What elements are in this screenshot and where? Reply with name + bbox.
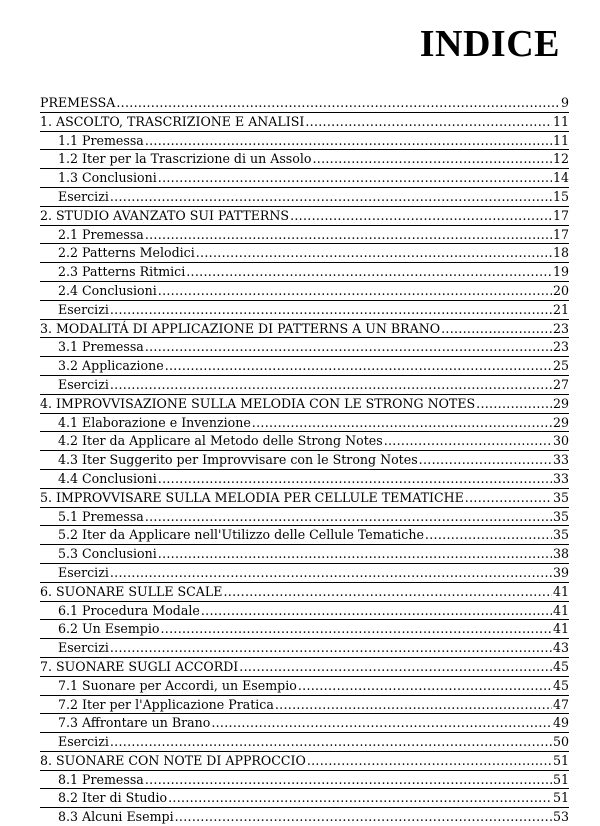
toc-page-number: 33: [552, 470, 569, 486]
toc-entry-label: 3.2 Applicazione: [58, 358, 164, 374]
toc-subsection-entry[interactable]: [40, 169, 569, 187]
toc-entry-label: 2.4 Conclusioni: [58, 282, 157, 298]
toc-dot-leader: [158, 282, 552, 300]
toc-subsection-entry[interactable]: [40, 808, 569, 826]
toc-dot-leader: [441, 320, 552, 338]
toc-dot-leader: [305, 113, 552, 131]
toc-page-number: 12: [552, 151, 569, 167]
toc-page-number: 17: [552, 207, 569, 223]
toc-entry-label: 7.3 Affrontare un Brano: [58, 715, 211, 731]
toc-page-number: 15: [552, 188, 569, 204]
toc-subsection-entry[interactable]: [40, 376, 569, 394]
toc-subsection-entry[interactable]: [40, 150, 569, 168]
toc-subsection-entry[interactable]: [40, 620, 569, 638]
toc-dot-leader: [145, 508, 552, 526]
toc-dot-leader: [158, 169, 552, 187]
toc-entry-label: PREMESSA: [40, 95, 116, 110]
toc-page-number: 11: [552, 113, 569, 129]
toc-subsection-entry[interactable]: [40, 282, 569, 300]
toc-dot-leader: [145, 132, 552, 150]
toc-dot-leader: [384, 432, 552, 450]
toc-dot-leader: [165, 357, 552, 375]
toc-page-number: 51: [552, 771, 569, 787]
toc-dot-leader: [465, 489, 552, 507]
toc-page-number: 51: [552, 790, 569, 806]
toc-subsection-entry[interactable]: [40, 677, 569, 695]
toc-dot-leader: [110, 376, 552, 394]
toc-entry-label: 1.3 Conclusioni: [58, 170, 157, 186]
toc-dot-leader: [158, 470, 552, 488]
toc-entry-label: 5.2 Iter da Applicare nell'Utilizzo delle Cellule Tematiche: [58, 527, 424, 543]
toc-dot-leader: [110, 639, 552, 657]
toc-dot-leader: [116, 94, 560, 112]
toc-dot-leader: [307, 752, 552, 770]
toc-subsection-entry[interactable]: [40, 639, 569, 657]
toc-page-number: 9: [560, 95, 569, 110]
toc-page-number: 41: [552, 621, 569, 637]
toc-dot-leader: [201, 602, 552, 620]
toc-chapter-entry[interactable]: [40, 113, 569, 131]
toc-page-number: 11: [552, 132, 569, 148]
toc-dot-leader: [110, 564, 552, 582]
toc-dot-leader: [312, 150, 552, 168]
toc-entry-label: 4.1 Elaborazione e Invenzione: [58, 414, 251, 430]
toc-entry-label: 7.2 Iter per l'Applicazione Pratica: [58, 696, 274, 712]
toc-subsection-entry[interactable]: [40, 470, 569, 488]
toc-dot-leader: [476, 395, 552, 413]
toc-entry-label: 1. ASCOLTO, TRASCRIZIONE E ANALISI: [40, 113, 305, 129]
toc-entry-label: 3. MODALITÁ DI APPLICAZIONE DI PATTERNS A UN BRANO: [40, 320, 441, 336]
toc-dot-leader: [252, 414, 552, 432]
toc-page-number: 33: [552, 452, 569, 468]
toc-entry-label: Esercizi: [58, 188, 109, 204]
toc-chapter-entry[interactable]: [40, 583, 569, 601]
toc-page-number: 29: [552, 395, 569, 411]
toc-page-number: 35: [552, 527, 569, 543]
toc-page-number: 20: [552, 282, 569, 298]
toc-subsection-entry[interactable]: [40, 132, 569, 150]
toc-entry-label: Esercizi: [58, 564, 109, 580]
toc-page-number: 49: [552, 715, 569, 731]
toc-subsection-entry[interactable]: [40, 244, 569, 262]
toc-entry-label: 8.1 Premessa: [58, 771, 144, 787]
toc-entry-label: 2. STUDIO AVANZATO SUI PATTERNS: [40, 207, 290, 223]
page-title: INDICE: [419, 23, 560, 65]
toc-entry-label: 2.2 Patterns Melodici: [58, 245, 195, 261]
toc-page-number: 19: [552, 264, 569, 280]
toc-entry-label: Esercizi: [58, 734, 109, 750]
toc-page-number: 50: [552, 734, 569, 750]
toc-entry-label: 8.3 Alcuni Esempi: [58, 809, 174, 825]
toc-dot-leader: [160, 620, 551, 638]
toc-page-number: 43: [552, 640, 569, 656]
toc-entry-label: 2.1 Premessa: [58, 226, 144, 242]
toc-dot-leader: [110, 188, 552, 206]
toc-entry-label: 4. IMPROVVISAZIONE SULLA MELODIA CON LE STRONG NOTES: [40, 395, 476, 411]
toc-page-number: 39: [552, 564, 569, 580]
toc-dot-leader: [175, 808, 552, 826]
toc-entry-label: 5. IMPROVVISARE SULLA MELODIA PER CELLULE TEMATICHE: [40, 489, 464, 505]
toc-entry-label: Esercizi: [58, 376, 109, 392]
toc-page-number: 47: [552, 696, 569, 712]
toc-page-number: 23: [552, 320, 569, 336]
toc-entry-label: 6.2 Un Esempio: [58, 621, 160, 637]
toc-subsection-entry[interactable]: [40, 338, 569, 356]
toc-chapter-entry[interactable]: [40, 658, 569, 676]
toc-entry-label: 6. SUONARE SULLE SCALE: [40, 583, 223, 599]
toc-entry-label: 5.1 Premessa: [58, 508, 144, 524]
toc-entry-label: Esercizi: [58, 301, 109, 317]
toc-page-number: 23: [552, 339, 569, 355]
toc-page-number: 35: [552, 489, 569, 505]
toc-subsection-entry[interactable]: [40, 301, 569, 319]
toc-subsection-entry[interactable]: [40, 357, 569, 375]
toc-subsection-entry[interactable]: [40, 771, 569, 789]
toc-entry-label: 7. SUONARE SUGLI ACCORDI: [40, 658, 239, 674]
toc-dot-leader: [290, 207, 552, 225]
toc-entry-label: Esercizi: [58, 640, 109, 656]
toc-page-number: 25: [552, 358, 569, 374]
toc-dot-leader: [110, 733, 552, 751]
toc-entry-label: 4.3 Iter Suggerito per Improvvisare con le Strong Notes: [58, 452, 418, 468]
toc-subsection-entry[interactable]: [40, 733, 569, 751]
toc-page-number: 29: [552, 414, 569, 430]
toc-dot-leader: [211, 714, 552, 732]
toc-chapter-entry[interactable]: [40, 94, 569, 112]
toc-page-number: 14: [552, 170, 569, 186]
toc-subsection-entry[interactable]: [40, 526, 569, 544]
toc-dot-leader: [186, 263, 552, 281]
toc-page-number: 30: [552, 433, 569, 449]
toc-dot-leader: [110, 301, 552, 319]
toc-subsection-entry[interactable]: [40, 714, 569, 732]
toc-dot-leader: [168, 789, 552, 807]
toc-entry-label: 6.1 Procedura Modale: [58, 602, 200, 618]
toc-page-number: 53: [552, 809, 569, 825]
toc-entry-label: 1.1 Premessa: [58, 132, 144, 148]
toc-dot-leader: [145, 771, 552, 789]
toc-subsection-entry[interactable]: [40, 451, 569, 469]
toc-chapter-entry[interactable]: [40, 489, 569, 507]
toc-dot-leader: [158, 545, 552, 563]
toc-dot-leader: [425, 526, 552, 544]
toc-chapter-entry[interactable]: [40, 320, 569, 338]
toc-subsection-entry[interactable]: [40, 508, 569, 526]
toc-dot-leader: [145, 226, 552, 244]
toc-entry-label: 4.4 Conclusioni: [58, 470, 157, 486]
toc-subsection-entry[interactable]: [40, 226, 569, 244]
toc-subsection-entry[interactable]: [40, 789, 569, 807]
table-of-contents: [40, 94, 569, 826]
toc-dot-leader: [145, 338, 552, 356]
toc-entry-label: 3.1 Premessa: [58, 339, 144, 355]
toc-dot-leader: [275, 696, 552, 714]
toc-page-number: 51: [552, 752, 569, 768]
toc-page-number: 45: [552, 658, 569, 674]
toc-page-number: 45: [552, 677, 569, 693]
toc-entry-label: 2.3 Patterns Ritmici: [58, 264, 186, 280]
toc-page-number: 18: [552, 245, 569, 261]
toc-chapter-entry[interactable]: [40, 395, 569, 413]
toc-subsection-entry[interactable]: [40, 414, 569, 432]
toc-entry-label: 8. SUONARE CON NOTE DI APPROCCIO: [40, 752, 306, 768]
toc-chapter-entry[interactable]: [40, 752, 569, 770]
toc-dot-leader: [298, 677, 552, 695]
toc-dot-leader: [196, 244, 552, 262]
toc-chapter-entry[interactable]: [40, 207, 569, 225]
toc-subsection-entry[interactable]: [40, 602, 569, 620]
toc-dot-leader: [239, 658, 552, 676]
toc-page-number: 17: [552, 226, 569, 242]
toc-subsection-entry[interactable]: [40, 263, 569, 281]
toc-entry-label: 4.2 Iter da Applicare al Metodo delle Strong Notes: [58, 433, 383, 449]
toc-subsection-entry[interactable]: [40, 696, 569, 714]
toc-page-number: 41: [552, 602, 569, 618]
toc-subsection-entry[interactable]: [40, 564, 569, 582]
toc-subsection-entry[interactable]: [40, 545, 569, 563]
toc-page-number: 27: [552, 376, 569, 392]
toc-entry-label: 1.2 Iter per la Trascrizione di un Assolo: [58, 151, 312, 167]
toc-subsection-entry[interactable]: [40, 188, 569, 206]
toc-page-number: 35: [552, 508, 569, 524]
toc-page-number: 21: [552, 301, 569, 317]
toc-subsection-entry[interactable]: [40, 432, 569, 450]
toc-entry-label: 7.1 Suonare per Accordi, un Esempio: [58, 677, 297, 693]
toc-page-number: 41: [552, 583, 569, 599]
toc-entry-label: 8.2 Iter di Studio: [58, 790, 168, 806]
toc-page-number: 38: [552, 546, 569, 562]
toc-dot-leader: [419, 451, 552, 469]
toc-entry-label: 5.3 Conclusioni: [58, 546, 157, 562]
toc-dot-leader: [223, 583, 552, 601]
